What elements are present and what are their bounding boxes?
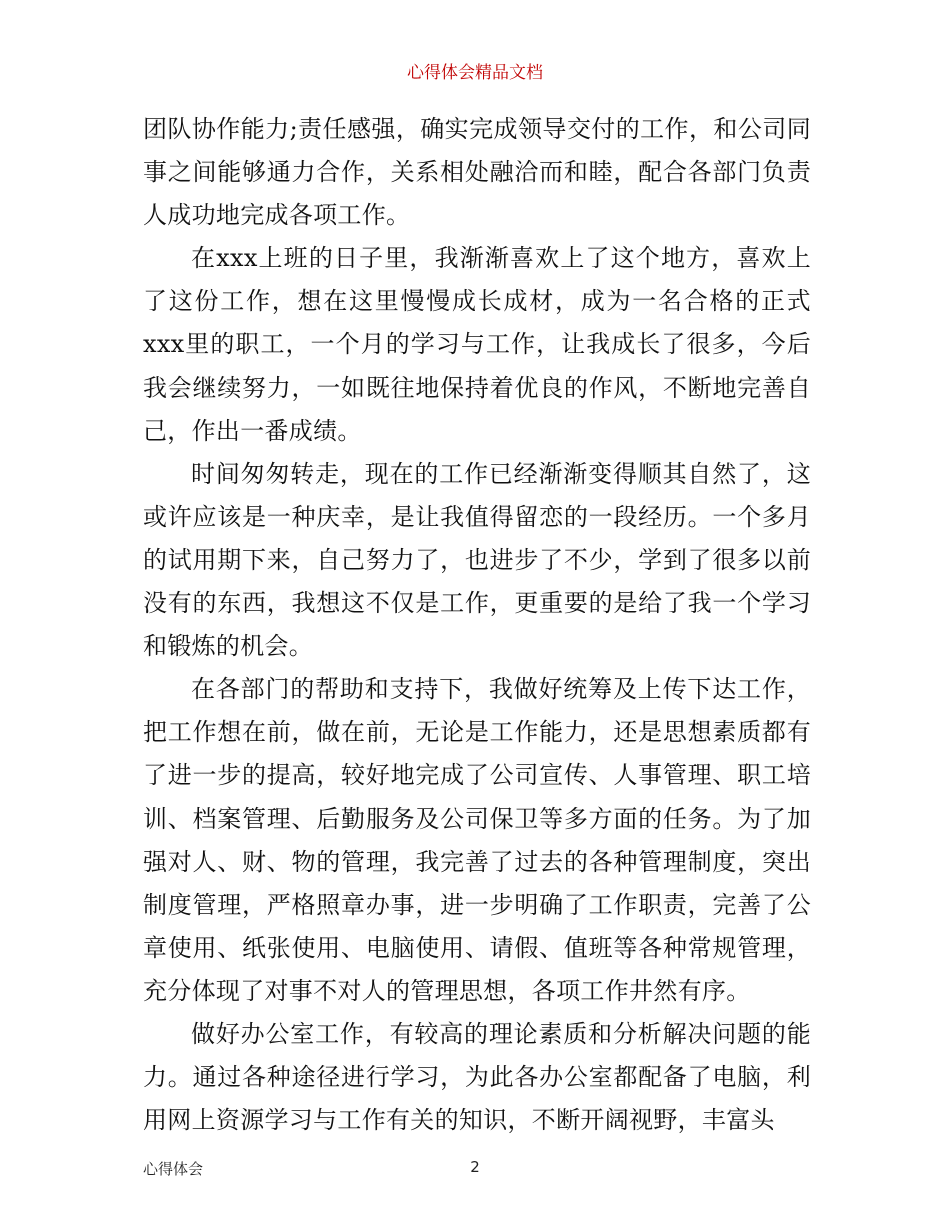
document-body [143, 108, 811, 1142]
paragraph: 在xxx上班的日子里，我渐渐喜欢上了这个地方，喜欢上了这份工作，想在这里慢慢成长成材，成为一名合格的正式xxx里的职工，一个月的学习与工作，让我成长了很多，今后我会继续努力，一如既往地保持着优良的作风，不断地完善自己，作出一番成绩。 [143, 244, 811, 445]
paragraph: 做好办公室工作，有较高的理论素质和分析解决问题的能力。通过各种途径进行学习，为此各办公室都配备了电脑，利用网上资源学习与工作有关的知识，不断开阔视野，丰富头 [143, 1019, 811, 1135]
paragraph-continuation: 团队协作能力;责任感强，确实完成领导交付的工作，和公司同事之间能够通力合作，关系相处融洽而和睦，配合各部门负责人成功地完成各项工作。 [143, 115, 811, 230]
page-header-title: 心得体会精品文档 [407, 63, 543, 83]
paragraph: 时间匆匆转走，现在的工作已经渐渐变得顺其自然了，这或许应该是一种庆幸，是让我值得留恋的一段经历。一个多月的试用期下来，自己努力了，也进步了不少，学到了很多以前没有的东西，我想这不仅是工作，更重要的是给了我一个学习和锻炼的机会。 [143, 459, 811, 661]
footer-label: 心得体会 [143, 1160, 204, 1178]
paragraph: 在各部门的帮助和支持下，我做好统筹及上传下达工作，把工作想在前，做在前，无论是工作能力，还是思想素质都有了进一步的提高，较好地完成了公司宣传、人事管理、职工培训、档案管理、后勤服务及公司保卫等多方面的任务。为了加强对人、财、物的管理，我完善了过去的各种管理制度，突出制度管理，严格照章办事，进一步明确了工作职责，完善了公章使用、纸张使用、电脑使用、请假、值班等各种常规管理，充分体现了对事不对人的管理思想，各项工作井然有序。 [143, 675, 811, 1005]
page-number: 2 [470, 1158, 480, 1176]
